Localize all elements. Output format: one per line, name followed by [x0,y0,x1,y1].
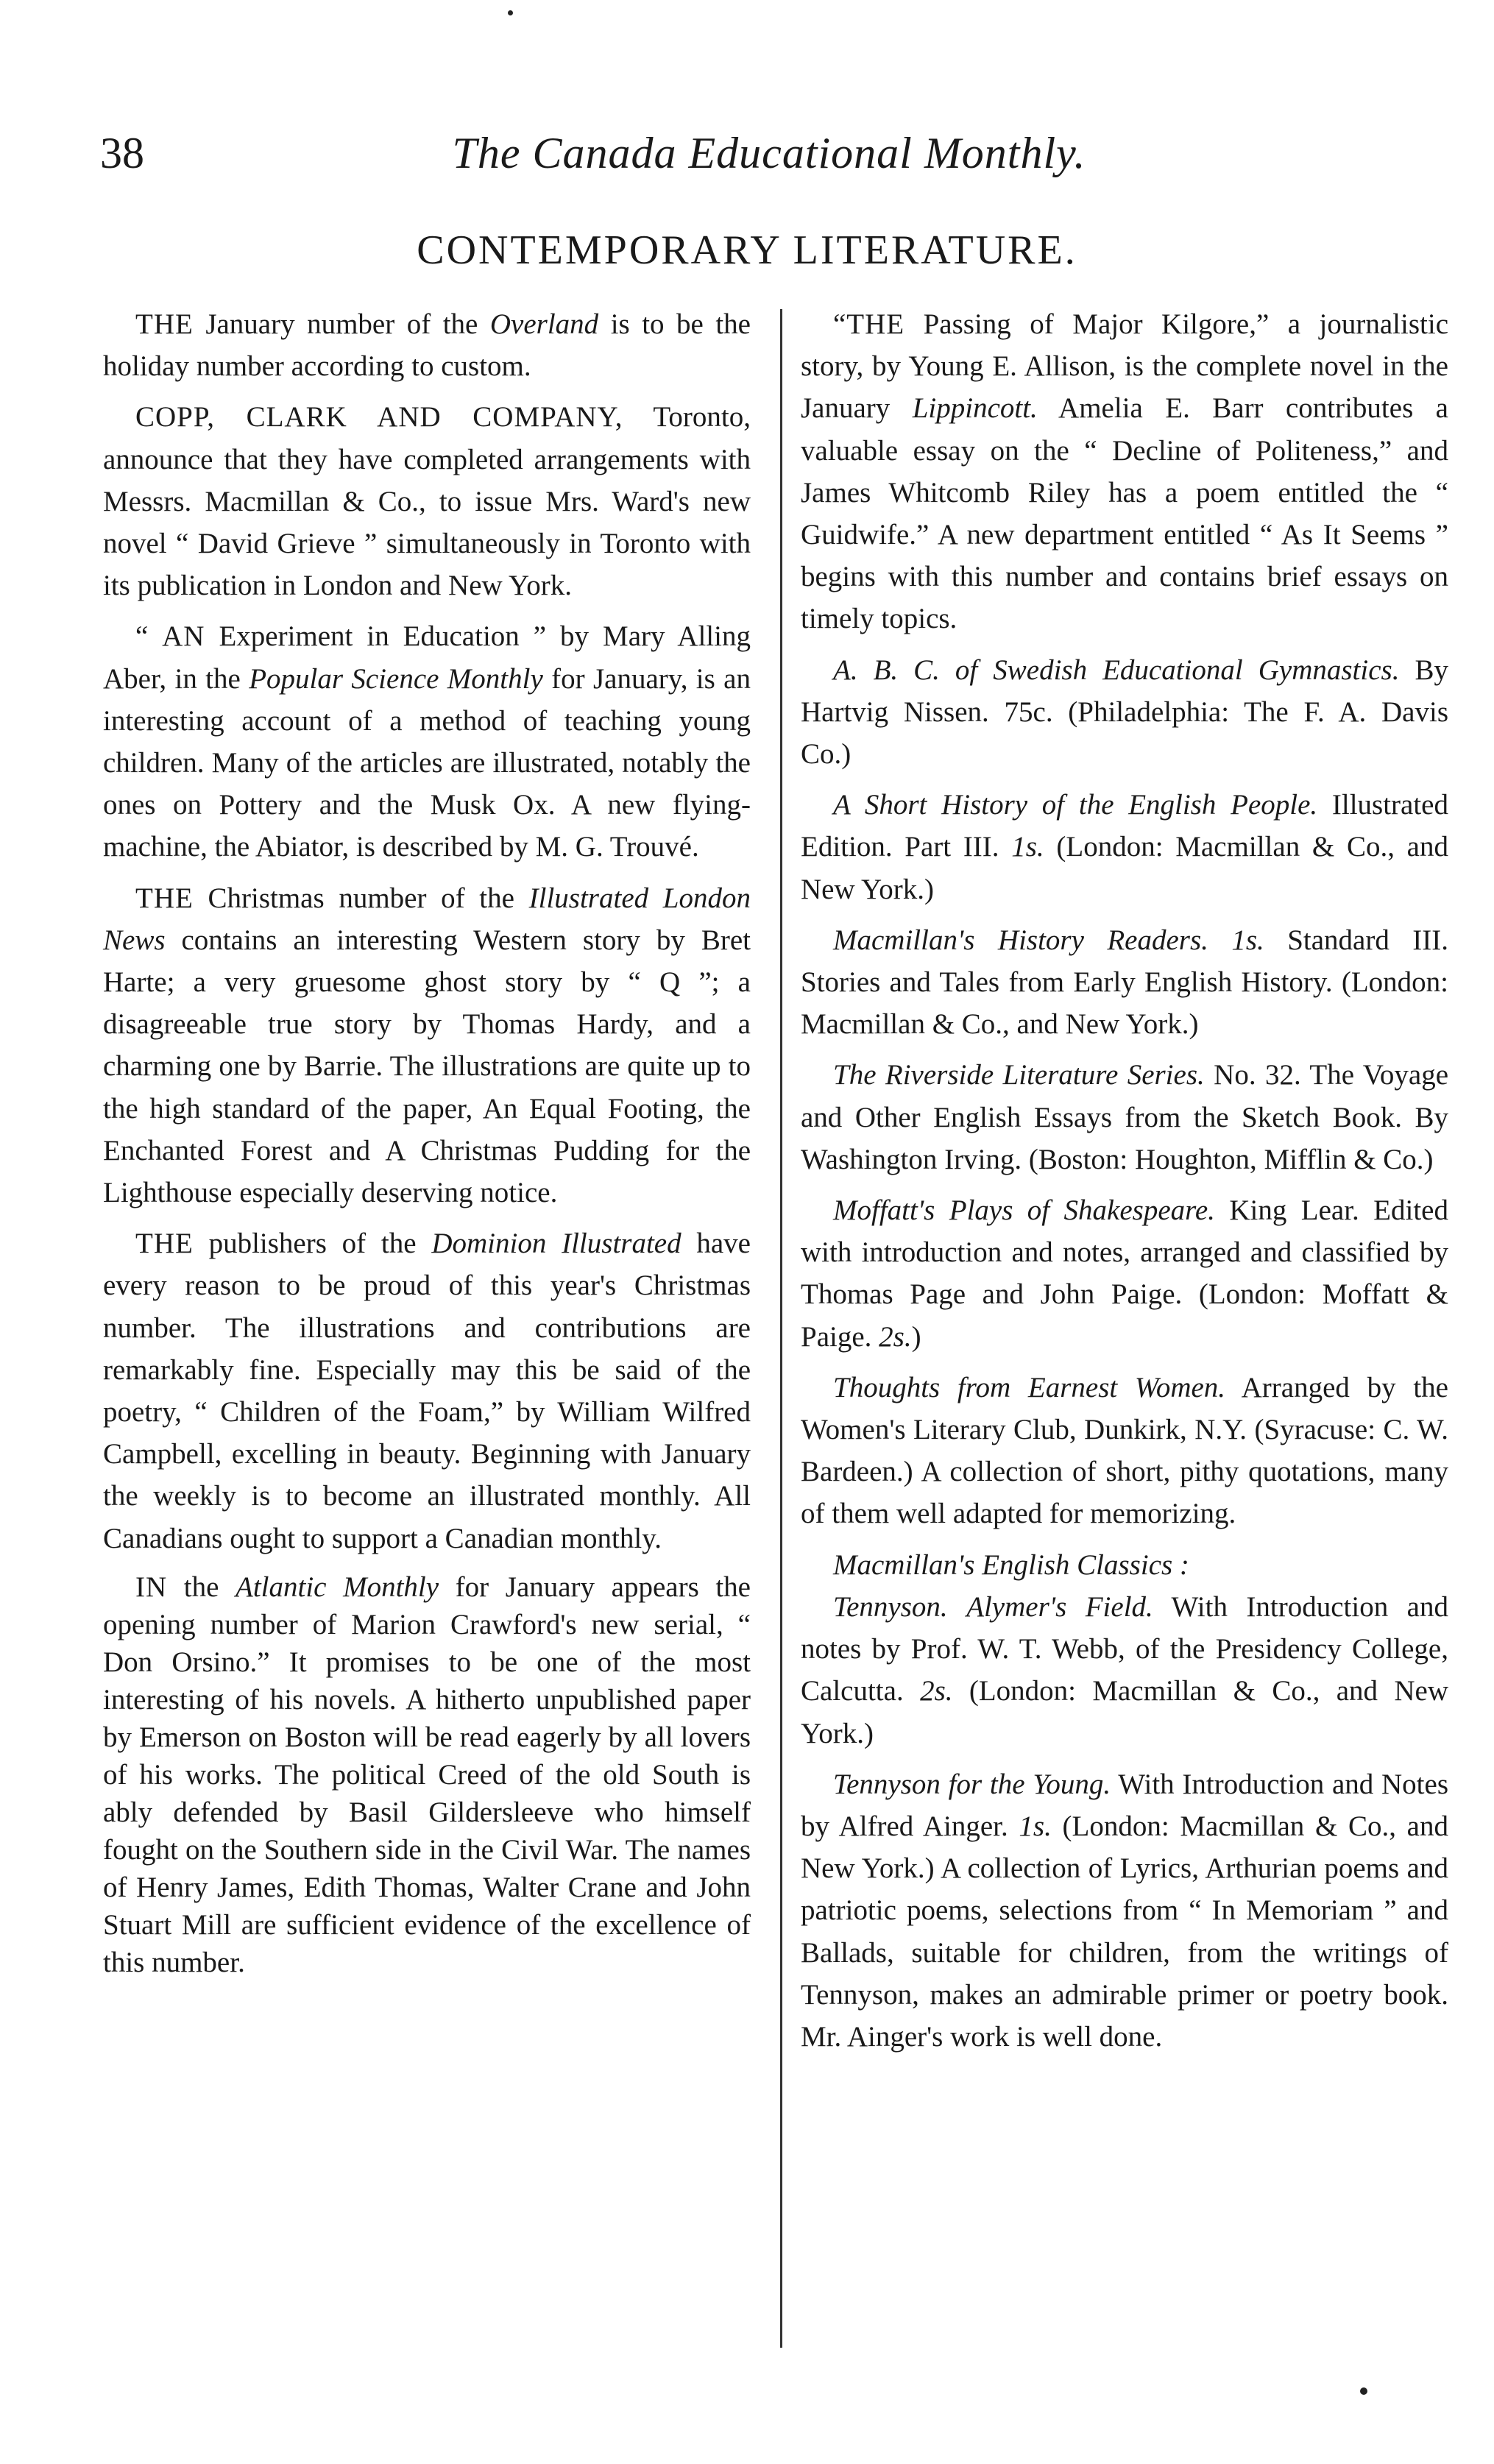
speck-mark [1360,2387,1367,2395]
periodical-title: Atlantic Monthly [236,1571,439,1603]
column-rule [780,309,782,2348]
book-title: A Short History of the English People. [833,789,1318,821]
price: 2s. [920,1675,953,1707]
book-title: A. B. C. of Swedish Educational Gymnastics. [833,654,1400,686]
lead-word: THE [135,1228,194,1260]
page-number: 38 [100,129,144,177]
book-notice-gymnastics: A. B. C. of Swedish Educational Gymnastics. By Hartvig Nissen. 75c. (Philadelphia: The F. A. Davis Co.) [801,654,1449,771]
book-notice-moffatt: Moffatt's Plays of Shakespeare. King Lear. Edited with introduction and notes, arranged and classified by Thomas Page and John Paige. (London: Moffatt & Paige. 2s.) [801,1194,1448,1353]
price: 2s. [879,1320,912,1353]
periodical-title: Illustrated London News [103,882,751,956]
speck-mark [508,10,513,15]
periodical-title: Dominion Illustrated [431,1228,681,1260]
price: 1s. [1011,831,1044,863]
book-title: The Riverside Literature Series. [833,1059,1205,1091]
book-title: Tennyson for the Young. [833,1768,1111,1800]
left-column [103,303,751,1990]
paragraph-lippincott: “THE Passing of Major Kilgore,” a journalistic story, by Young E. Allison, is the complete novel in the January Lippincott. Amelia E. Barr contributes a valuable essay on the “ Decline of Politeness,” and James Whitcomb Riley has a poem entitled the “ Guidwife.” A new department entitled “ As It Seems ” begins with this number and contains brief essays on timely topics. [801,308,1448,635]
paragraph-overland: THE January number of the Overland is to be the holiday number according to custom. [103,308,751,383]
periodical-title: Lippincott. [912,392,1038,425]
book-notice-earnest-women: Thoughts from Earnest Women. Arranged by the Women's Literary Club, Dunkirk, N.Y. (Syracuse: C. W. Bardeen.) A collection of short, pithy quotations, many of them well adapted for memorizing. [801,1371,1448,1530]
book-notice-history-readers: Macmillan's History Readers. 1s. Standard III. Stories and Tales from Early English History. (London: Macmillan & Co., and New York.) [801,924,1448,1041]
paragraph-copp-clark: COPP, CLARK AND COMPANY, Toronto, announce that they have completed arrangements with Messrs. Macmillan & Co., to issue Mrs. Ward's new novel “ David Grieve ” simultaneously in Toronto with its publication in London and New York. [103,401,751,602]
lead-word: “ AN [135,620,205,653]
section-title: CONTEMPORARY LITERATURE. [417,227,1077,273]
book-notice-alymers-field: Tennyson. Alymer's Field. With Introduction and notes by Prof. W. T. Webb, of the Presidency College, Calcutta. 2s. (London: Macmillan & Co., and New York.) [801,1590,1448,1749]
lead-word: THE [135,882,194,914]
periodical-title: Overland [489,308,599,340]
lead-word: IN [135,1571,168,1603]
book-title: Tennyson. [833,1590,948,1623]
paragraph-atlantic: IN the Atlantic Monthly for January appears the opening number of Marion Crawford's new serial, “ Don Orsino.” It promises to be one of the most interesting of his novels. A hitherto unpublished paper by Emerson on Boston will be read eagerly by all lovers of his works. The political Creed of the old South is ably defended by Basil Gildersleeve who himself fought on the Southern side in the Civil War. The names of Henry James, Edith Thomas, Walter Crane and John Stuart Mill are sufficient evidence of the excellence of this number. [103,1571,751,1978]
periodical-title: Popular Science Monthly [249,662,543,695]
book-notice-riverside: The Riverside Literature Series. No. 32. The Voyage and Other English Essays from the Sketch Book. By Washington Irving. (Boston: Houghton, Mifflin & Co.) [801,1059,1449,1175]
lead-word: THE [135,308,194,340]
book-title: Macmillan's History Readers. [833,924,1208,956]
price: 1s. [1019,1810,1052,1842]
book-notice-tennyson-young: Tennyson for the Young. With Introduction and Notes by Alfred Ainger. 1s. (London: Macmillan & Co., and New York.) A collection of Lyrics, Arthurian poems and patriotic poems, selections from “ In Memoriam ” and Ballads, suitable for children, from the writings of Tennyson, makes an admirable primer or poetry book. Mr. Ainger's work is well done. [801,1768,1448,2053]
book-title: Alymer's Field. [966,1590,1153,1623]
lead-word: COPP, CLARK AND COMPANY, [135,401,623,433]
book-title: Thoughts from Earnest Women. [833,1371,1226,1403]
book-notice-english-classics-heading [801,1544,1448,1586]
running-head: The Canada Educational Monthly. [452,129,1086,177]
price: 1s. [1231,924,1264,956]
book-notice-english-people: A Short History of the English People. Illustrated Edition. Part III. 1s. (London: Macmillan & Co., and New York.) [801,789,1448,905]
paragraph-experiment: “ AN Experiment in Education ” by Mary Alling Aber, in the Popular Science Monthly for January, is an interesting account of a method of teaching young children. Many of the articles are illustrated, notably the ones on Pottery and the Musk Ox. A new flying-machine, the Abiator, is described by M. G. Trouvé. [103,620,751,863]
book-title: Moffatt's Plays of Shakespeare. [833,1194,1215,1227]
paragraph-dominion: THE publishers of the Dominion Illustrated have every reason to be proud of this year's Christmas number. The illustrations and contributions are remarkably fine. Especially may this be said of the poetry, “ Children of the Foam,” by William Wilfred Campbell, excelling in beauty. Beginning with January the weekly is to become an illustrated monthly. All Canadians ought to support a Canadian monthly. [103,1228,751,1554]
lead-word: “THE [833,308,905,340]
right-column [801,303,1448,2067]
series-title: Macmillan's English Classics : [833,1548,1189,1581]
paragraph-london-news: THE Christmas number of the Illustrated London News contains an interesting Western story by Bret Harte; a very gruesome ghost story by “ Q ”; a disagreeable true story by Thomas Hardy, and a charming one by Barrie. The illustrations are quite up to the high standard of the paper, An Equal Footing, the Enchanted Forest and A Christmas Pudding for the Lighthouse especially deserving notice. [103,882,751,1209]
